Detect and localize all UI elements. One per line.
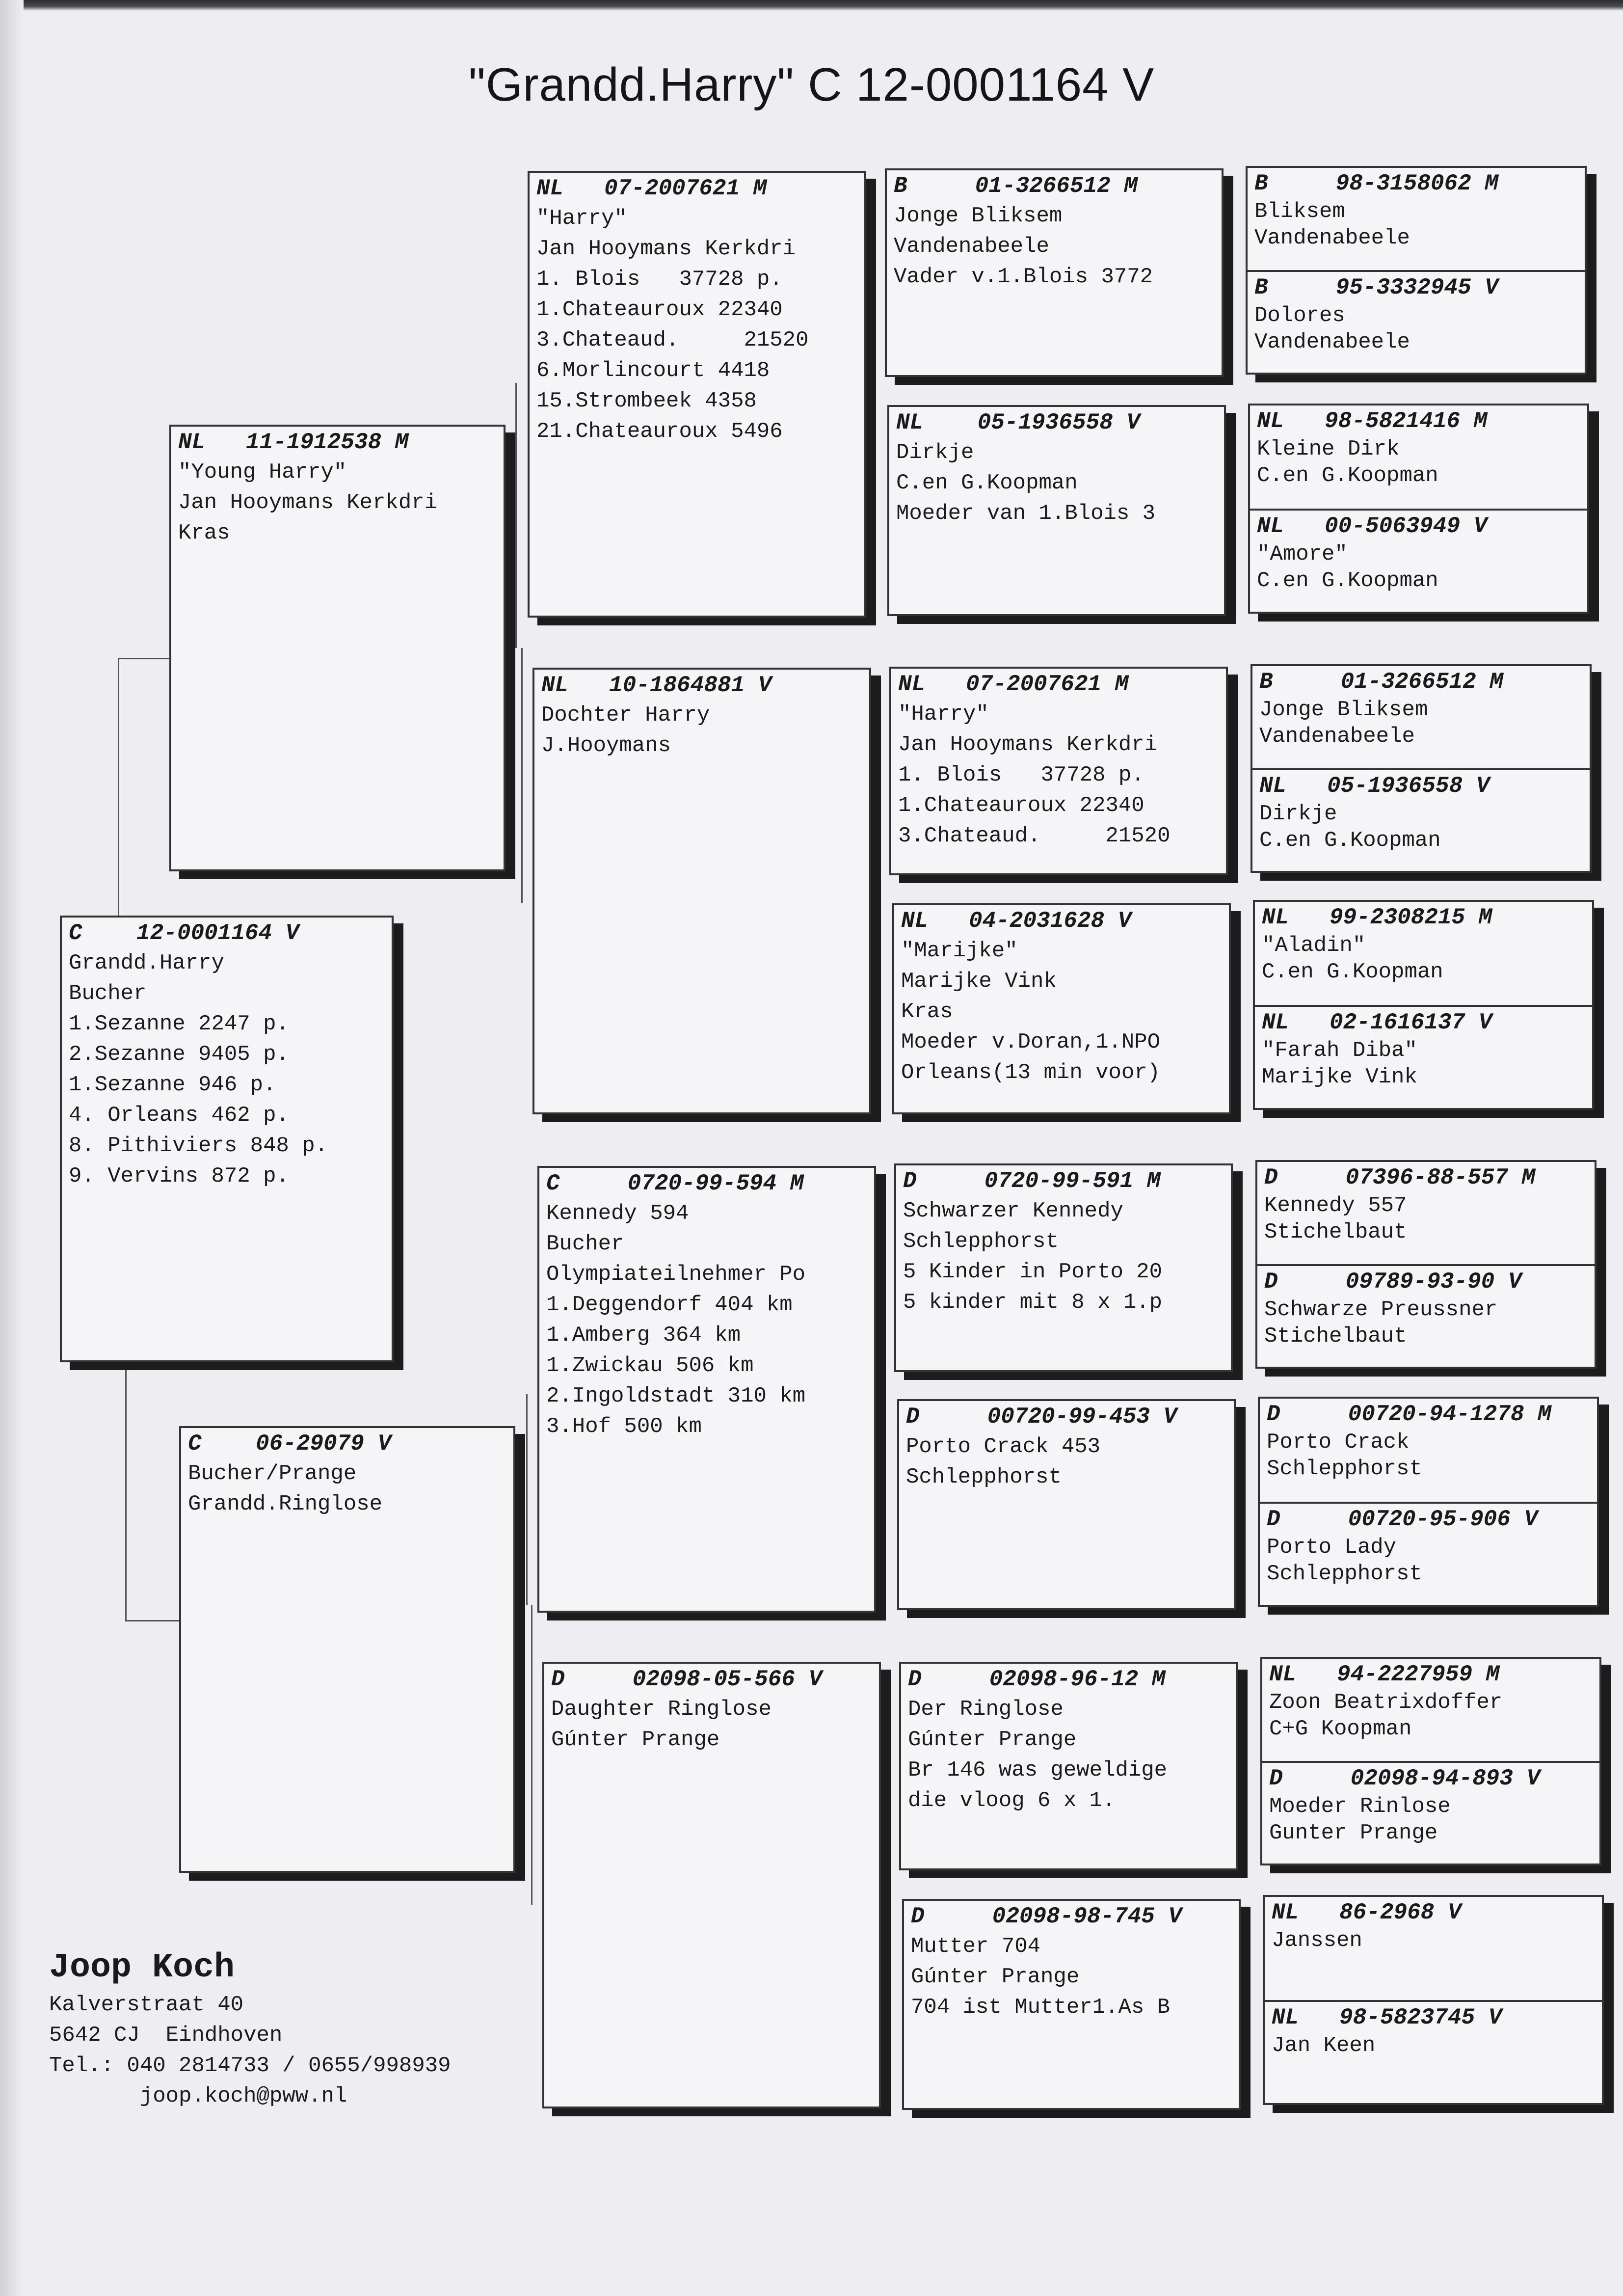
card-line: Dochter Harry [541,703,710,728]
pedigree-entry[interactable] [1252,768,1590,871]
breeder-email[interactable]: joop.koch@pww.nl [49,2084,347,2108]
card-line: Dirkje [896,440,974,465]
pedigree-card-gen4-3[interactable] [889,667,1228,875]
card-line: Stichelbaut [1264,1324,1407,1349]
ring-number: D 02098-05-566 V [551,1667,823,1692]
card-line: 3.Chateaud. 21520 [898,824,1171,848]
pedigree-card-gen4-1[interactable] [885,168,1224,377]
pedigree-entry[interactable] [1252,666,1590,769]
pedigree-entry[interactable] [1257,1264,1595,1367]
card-line: Vandenabeele [1254,330,1410,354]
card-line: Jonge Bliksem [1259,698,1428,722]
ring-number: D 0720-99-591 M [903,1168,1161,1194]
ring-number: D 00720-99-453 V [906,1404,1177,1430]
pedigree-card-gen4-8[interactable] [902,1899,1241,2110]
scanner-edge-top [0,0,1623,11]
card-line: 704 ist Mutter1.As B [911,1995,1171,2020]
connector-subject-father [118,658,173,919]
breeder-name: Joop Koch [49,1948,235,1987]
card-line: Schwarze Preussner [1264,1297,1498,1322]
card-line: 1.Amberg 364 km [546,1323,741,1348]
card-line: Br 146 was geweldige [908,1758,1168,1783]
card-line: Stichelbaut [1264,1220,1407,1244]
card-line: Moeder Rinlose [1269,1794,1451,1819]
pedigree-card-mother[interactable] [179,1426,515,1873]
card-line: Kras [178,521,230,545]
card-line: J.Hooymans [541,733,671,758]
card-line: Jan Keen [1272,2033,1376,2058]
ring-number: NL 05-1936558 V [896,410,1140,435]
card-line: Jan Hooymans Kerkdri [178,490,438,515]
card-line: C+G Koopman [1269,1717,1412,1741]
card-line: Kras [901,999,953,1024]
card-line: 1.Sezanne 946 p. [69,1073,276,1097]
ring-number: NL 98-5821416 M [1257,408,1488,434]
ring-number: C 12-0001164 V [69,920,299,946]
page-title: "Grandd.Harry" C 12-0001164 V [468,58,1155,111]
card-line: 2.Sezanne 9405 p. [69,1042,289,1067]
card-line: Gúnter Prange [908,1728,1077,1752]
pedigree-card-gen5-pair-6[interactable] [1258,1397,1599,1607]
card-line: 3.Chateaud. 21520 [536,328,809,352]
card-line: 5 kinder mit 8 x 1.p [903,1290,1163,1315]
card-line: Marijke Vink [1262,1065,1417,1089]
pedigree-entry[interactable] [1248,270,1585,373]
pedigree-card-gen3-4[interactable] [542,1662,881,2108]
card-line: "Amore" [1257,542,1348,567]
card-line: Jan Hooymans Kerkdri [536,237,796,261]
card-line: 1.Chateauroux 22340 [898,793,1144,818]
card-line: Schwarzer Kennedy [903,1199,1123,1223]
card-line: 3.Hof 500 km [546,1414,702,1439]
card-line: Vandenabeele [1254,226,1410,250]
card-line: "Aladin" [1262,933,1366,958]
pedigree-entry[interactable] [1255,1005,1592,1108]
card-line: die vloog 6 x 1. [908,1788,1116,1813]
card-line: 1.Chateauroux 22340 [536,297,783,322]
connector-mother-sire [526,1394,537,1605]
ring-number: NL 94-2227959 M [1269,1662,1500,1687]
card-line: Grandd.Harry [69,951,224,975]
pedigree-card-gen5-pair-8[interactable] [1263,1895,1604,2105]
ring-number: D 02098-98-745 V [911,1904,1182,1929]
card-line: Daughter Ringlose [551,1697,772,1722]
connector-father-dam [521,648,532,903]
card-line: 8. Pithiviers 848 p. [69,1134,328,1158]
pedigree-entry[interactable] [1265,1897,1602,2000]
card-line: Vader v.1.Blois 3772 [894,265,1153,289]
pedigree-entry[interactable] [1255,902,1592,1005]
pedigree-card-gen3-3[interactable] [537,1166,876,1613]
pedigree-card-gen4-5[interactable] [894,1163,1233,1372]
ring-number: NL 86-2968 V [1272,1900,1462,1925]
card-line: 5 Kinder in Porto 20 [903,1260,1163,1284]
card-line: 1.Zwickau 506 km [546,1353,754,1378]
card-line: Porto Crack 453 [906,1434,1101,1459]
card-line: "Farah Diba" [1262,1038,1417,1063]
card-line: 21.Chateauroux 5496 [536,419,783,444]
pedigree-card-gen4-7[interactable] [899,1662,1238,1870]
card-line: Kleine Dirk [1257,437,1400,461]
card-line: Orleans(13 min voor) [901,1060,1161,1085]
card-line: 1. Blois 37728 p. [536,267,783,292]
card-line: 6.Morlincourt 4418 [536,358,770,383]
ring-number: C 06-29079 V [188,1431,392,1457]
ring-number: NL 99-2308215 M [1262,905,1492,930]
pedigree-card-gen5-pair-1[interactable] [1246,166,1587,375]
card-line: 1.Sezanne 2247 p. [69,1012,289,1036]
ring-number: D 02098-96-12 M [908,1667,1166,1692]
card-line: "Young Harry" [178,460,347,485]
card-line: Kennedy 594 [546,1201,689,1226]
pedigree-entry[interactable] [1250,509,1587,612]
card-line: 2.Ingoldstadt 310 km [546,1384,806,1408]
card-line: 1. Blois 37728 p. [898,763,1144,787]
card-line: Gúnter Prange [911,1965,1080,1989]
card-line: Schlepphorst [906,1465,1062,1489]
pedigree-entry[interactable] [1250,405,1587,509]
pedigree-entry[interactable] [1260,1399,1597,1502]
ring-number: D 09789-93-90 V [1264,1269,1522,1295]
pedigree-card-gen5-pair-3[interactable] [1251,664,1592,873]
card-line: Dolores [1254,303,1345,328]
ring-number: B 01-3266512 M [1259,669,1503,695]
pedigree-entry[interactable] [1262,1659,1599,1762]
scanner-edge-left [0,0,24,2296]
pedigree-card-gen5-pair-5[interactable] [1255,1160,1596,1369]
pedigree-card-gen3-1[interactable] [528,171,866,618]
card-line: Dirkje [1259,802,1337,826]
card-line: "Harry" [898,702,989,727]
ring-number: B 98-3158062 M [1254,171,1498,196]
breeder-street: Kalverstraat 40 [49,1993,244,2017]
card-line: "Harry" [536,206,627,231]
card-line: 4. Orleans 462 p. [69,1103,289,1128]
ring-number: NL 00-5063949 V [1257,513,1488,539]
card-line: Jan Hooymans Kerkdri [898,732,1158,757]
card-line: Bucher [546,1232,624,1256]
ring-number: NL 10-1864881 V [541,673,772,698]
card-line: Bucher [69,981,147,1006]
ring-number: NL 07-2007621 M [536,176,767,201]
card-line: Gúnter Prange [551,1728,720,1752]
card-line: Vandenabeele [1259,724,1415,749]
card-line: Moeder van 1.Blois 3 [896,501,1156,526]
card-line: Moeder v.Doran,1.NPO [901,1030,1161,1054]
card-line: Zoon Beatrixdoffer [1269,1690,1503,1715]
card-line: Olympiateilnehmer Po [546,1262,806,1287]
card-line: 15.Strombeek 4358 [536,389,757,413]
ring-number: D 02098-94-893 V [1269,1766,1541,1791]
pedigree-entry[interactable] [1260,1502,1597,1605]
ring-number: NL 98-5823745 V [1272,2005,1502,2030]
card-line: C.en G.Koopman [1257,463,1438,488]
card-line: Porto Lady [1267,1535,1397,1560]
card-line: C.en G.Koopman [1259,828,1441,853]
ring-number: C 0720-99-594 M [546,1171,804,1196]
pedigree-card-gen3-2[interactable] [532,668,871,1114]
ring-number: B 95-3332945 V [1254,275,1498,300]
ring-number: NL 07-2007621 M [898,672,1129,697]
ring-number: NL 02-1616137 V [1262,1010,1492,1035]
pedigree-entry[interactable] [1265,2000,1602,2103]
pedigree-card-gen4-2[interactable] [887,405,1226,616]
pedigree-card-gen5-pair-2[interactable] [1248,404,1589,614]
card-line: Gunter Prange [1269,1821,1438,1845]
card-line: Vandenabeele [894,234,1049,259]
pedigree-card-gen4-6[interactable] [897,1399,1236,1610]
breeder-phone: Tel.: 040 2814733 / 0655/998939 [49,2053,451,2078]
pedigree-card-father[interactable] [169,425,506,871]
ring-number: NL 04-2031628 V [901,908,1132,934]
card-line: Schlepphorst [1267,1457,1422,1481]
pedigree-entry[interactable] [1262,1761,1599,1864]
pedigree-card-gen5-pair-4[interactable] [1253,900,1594,1110]
card-line: Mutter 704 [911,1934,1041,1959]
card-line: 1.Deggendorf 404 km [546,1293,793,1317]
breeder-contact [49,1946,451,2111]
ring-number: D 07396-88-557 M [1264,1165,1536,1190]
connector-subject-mother [125,1370,181,1621]
ring-number: NL 05-1936558 V [1259,773,1490,799]
pedigree-entry[interactable] [1248,168,1585,271]
ring-number: D 00720-95-906 V [1267,1507,1538,1532]
connector-mother-dam [531,1605,542,1905]
pedigree-entry[interactable] [1257,1162,1595,1265]
card-line: C.en G.Koopman [896,471,1078,495]
card-line: Bliksem [1254,199,1345,224]
card-line: Schlepphorst [1267,1562,1422,1586]
card-line: Der Ringlose [908,1697,1064,1722]
card-line: Marijke Vink [901,969,1057,994]
breeder-city: 5642 CJ Eindhoven [49,2023,283,2048]
ring-number: D 00720-94-1278 M [1267,1402,1551,1427]
card-line: C.en G.Koopman [1262,960,1443,984]
card-line: Bucher/Prange [188,1461,357,1486]
card-line: Kennedy 557 [1264,1193,1407,1218]
card-line: Jonge Bliksem [894,204,1063,228]
card-line: C.en G.Koopman [1257,568,1438,593]
ring-number: B 01-3266512 M [894,173,1138,199]
ring-number: NL 11-1912538 M [178,430,409,455]
pedigree-card-gen5-pair-7[interactable] [1260,1657,1601,1865]
pedigree-card-gen4-4[interactable] [892,903,1231,1114]
pedigree-card-subject[interactable] [60,916,394,1362]
card-line: Grandd.Ringlose [188,1492,383,1516]
card-line: 9. Vervins 872 p. [69,1164,289,1189]
card-line: Janssen [1272,1928,1362,1953]
card-line: "Marijke" [901,939,1018,963]
card-line: Schlepphorst [903,1229,1059,1254]
card-line: Porto Crack [1267,1430,1410,1455]
